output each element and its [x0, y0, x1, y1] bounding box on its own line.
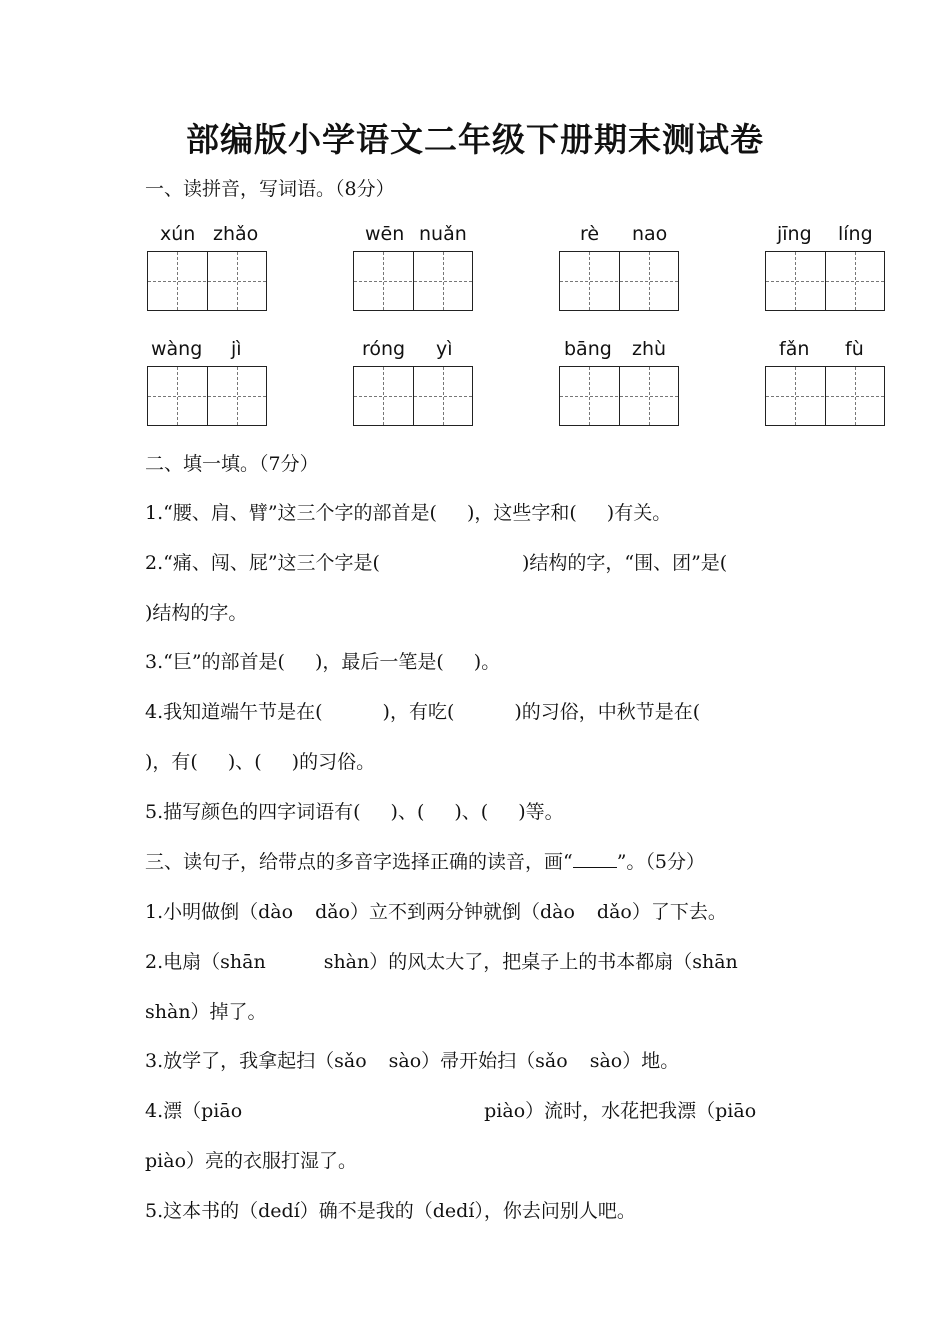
text: shàn）的风太大了，把桌子上的书本都扇（shān — [323, 951, 738, 973]
question-3-1 — [145, 899, 727, 925]
writing-grid[interactable] — [765, 251, 885, 311]
writing-grid[interactable] — [147, 366, 267, 426]
question-2-4 — [145, 699, 700, 725]
pinyin: bāng — [564, 338, 612, 360]
writing-grid[interactable] — [559, 366, 679, 426]
text: 5.描写颜色的四字词语有( — [145, 801, 361, 823]
question-2-5 — [145, 799, 564, 825]
writing-grid[interactable] — [559, 251, 679, 311]
text: )结构的字。 — [145, 602, 248, 624]
question-2-3 — [145, 649, 500, 675]
section3-heading — [145, 849, 705, 875]
text: 2.“痛、闯、屁”这三个字是( — [145, 552, 380, 574]
pinyin: jīng — [777, 223, 812, 245]
text: )、( — [454, 801, 489, 823]
text: sào）帚开始扫（sǎo — [388, 1050, 568, 1072]
text: 1.小明做倒（dào — [145, 901, 294, 923]
writing-grid[interactable] — [353, 366, 473, 426]
pinyin-word-3 — [559, 223, 683, 247]
question-3-2-cont — [145, 999, 267, 1025]
text: ”。（5分） — [616, 851, 706, 873]
pinyin: xún — [160, 223, 196, 245]
text: piào）流时，水花把我漂（piāo — [484, 1100, 757, 1122]
question-2-2-cont — [145, 600, 247, 626]
text: )，有吃( — [382, 701, 455, 723]
writing-grid[interactable] — [147, 251, 267, 311]
question-3-3 — [145, 1048, 679, 1074]
pinyin-word-7 — [559, 338, 683, 362]
pinyin: róng — [362, 338, 406, 360]
text: shàn）掉了。 — [145, 1001, 267, 1023]
question-2-2 — [145, 550, 727, 576]
underline-sample — [573, 849, 617, 868]
section1-heading: 一、读拼音，写词语。（8分） — [145, 178, 395, 200]
pinyin: fǎn — [779, 338, 810, 360]
pinyin-word-6 — [353, 338, 477, 362]
text: )、( — [227, 751, 262, 773]
text: )有关。 — [606, 502, 672, 524]
text: dǎo）了下去。 — [596, 901, 727, 923]
section2-heading: 二、填一填。（7分） — [145, 453, 319, 475]
text: 2.电扇（shān — [145, 951, 266, 973]
text: piào）亮的衣服打湿了。 — [145, 1150, 358, 1172]
text: 3.“巨”的部首是( — [145, 651, 285, 673]
pinyin: yì — [436, 338, 453, 360]
text: )的习俗。 — [291, 751, 376, 773]
pinyin: jì — [231, 338, 242, 360]
pinyin: fù — [845, 338, 864, 360]
question-3-2 — [145, 949, 738, 975]
question-2-4-cont — [145, 749, 375, 775]
text: )等。 — [518, 801, 564, 823]
text: )，这些字和( — [466, 502, 577, 524]
text: )，有( — [145, 751, 198, 773]
pinyin-word-5 — [147, 338, 271, 362]
pinyin: líng — [838, 223, 873, 245]
pinyin-word-2 — [353, 223, 477, 247]
pinyin-word-4 — [765, 223, 889, 247]
pinyin: wēn — [365, 223, 405, 245]
text: dǎo）立不到两分钟就倒（dào — [315, 901, 575, 923]
pinyin: rè — [580, 223, 600, 245]
text: 4.漂（piāo — [145, 1100, 243, 1122]
page-title: 部编版小学语文二年级下册期末测试卷 — [186, 120, 764, 159]
text: 3.放学了，我拿起扫（sǎo — [145, 1050, 367, 1072]
pinyin-word-8 — [765, 338, 889, 362]
pinyin: wàng — [151, 338, 203, 360]
pinyin: zhǎo — [213, 223, 259, 245]
question-3-4 — [145, 1098, 756, 1124]
writing-grid[interactable] — [765, 366, 885, 426]
pinyin: zhù — [632, 338, 667, 360]
question-3-4-cont — [145, 1148, 357, 1174]
text: )、( — [390, 801, 425, 823]
writing-grid[interactable] — [353, 251, 473, 311]
pinyin: nuǎn — [419, 223, 467, 245]
question-2-1 — [145, 500, 671, 526]
question-3-5 — [145, 1198, 636, 1224]
text: 4.我知道端午节是在( — [145, 701, 323, 723]
text: )结构的字，“围、团”是( — [521, 552, 728, 574]
text: 1.“腰、肩、臂”这三个字的部首是( — [145, 502, 437, 524]
text: )，最后一笔是( — [314, 651, 444, 673]
text: 三、读句子，给带点的多音字选择正确的读音，画“ — [145, 851, 573, 873]
text: 5.这本书的（dedí）确不是我的（dedí），你去问别人吧。 — [145, 1200, 636, 1222]
text: )的习俗，中秋节是在( — [514, 701, 701, 723]
text: sào）地。 — [589, 1050, 680, 1072]
pinyin: nao — [632, 223, 668, 245]
text: )。 — [473, 651, 501, 673]
pinyin-word-1 — [147, 223, 271, 247]
